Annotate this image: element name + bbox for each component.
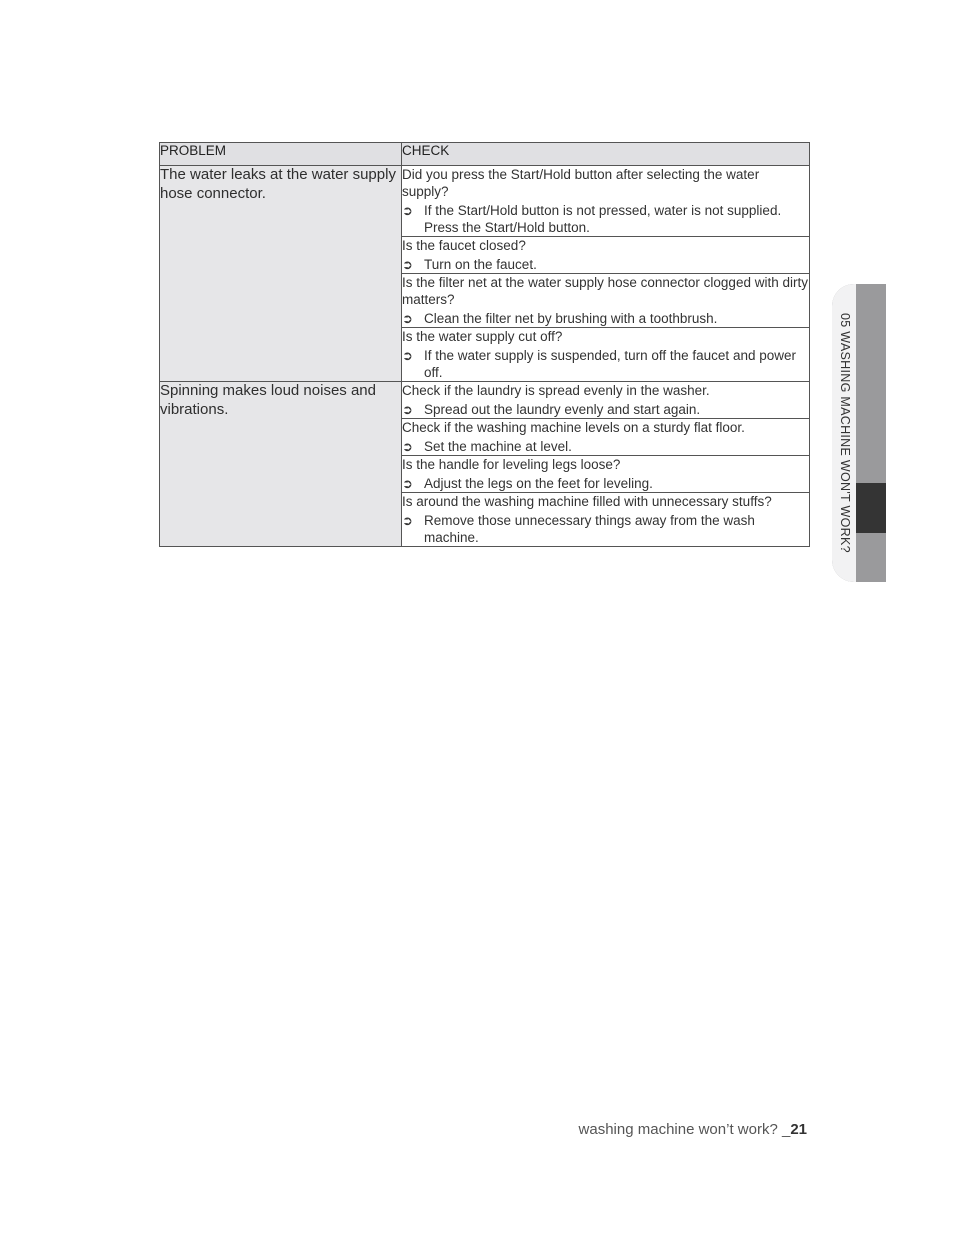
table-row <box>160 166 810 237</box>
check-cell <box>402 456 810 493</box>
header-problem: PROBLEM <box>160 143 402 166</box>
arrow-right-icon: ➲ <box>402 348 413 363</box>
page-footer <box>579 1121 807 1138</box>
check-question: Check if the washing machine levels on a sturdy flat floor. <box>402 420 745 435</box>
page-number: 21 <box>790 1121 807 1138</box>
arrow-right-icon: ➲ <box>402 402 413 417</box>
check-cell <box>402 419 810 456</box>
check-action <box>402 475 809 492</box>
problem-cell: Spinning makes loud noises and vibrations. <box>160 382 402 547</box>
check-action <box>402 202 809 236</box>
side-tab-marker <box>856 483 886 533</box>
check-cell <box>402 328 810 382</box>
check-question: Is the water supply cut off? <box>402 329 563 344</box>
arrow-right-icon: ➲ <box>402 311 413 326</box>
check-action-text: Turn on the faucet. <box>424 257 537 272</box>
check-cell <box>402 274 810 328</box>
check-cell <box>402 166 810 237</box>
problem-cell: The water leaks at the water supply hose connector. <box>160 166 402 382</box>
check-question: Is around the washing machine filled with unnecessary stuffs? <box>402 494 772 509</box>
check-action-text: Set the machine at level. <box>424 439 572 454</box>
check-action <box>402 438 809 455</box>
check-action-text: Spread out the laundry evenly and start again. <box>424 402 701 417</box>
arrow-right-icon: ➲ <box>402 257 413 272</box>
arrow-right-icon: ➲ <box>402 203 413 218</box>
check-question: Check if the laundry is spread evenly in the washer. <box>402 383 710 398</box>
arrow-right-icon: ➲ <box>402 476 413 491</box>
side-tab-label: 05 WASHING MACHINE WON'T WORK? <box>838 313 852 553</box>
check-question: Did you press the Start/Hold button after selecting the water supply? <box>402 167 760 199</box>
check-action <box>402 256 809 273</box>
arrow-right-icon: ➲ <box>402 513 413 528</box>
chapter-side-tab <box>832 284 886 582</box>
check-question: Is the filter net at the water supply hose connector clogged with dirty matters? <box>402 275 808 307</box>
table-header-row <box>160 143 810 166</box>
check-question: Is the faucet closed? <box>402 238 526 253</box>
header-check: CHECK <box>402 143 810 166</box>
check-action <box>402 512 809 546</box>
check-cell <box>402 382 810 419</box>
check-action <box>402 310 809 327</box>
arrow-right-icon: ➲ <box>402 439 413 454</box>
check-question: Is the handle for leveling legs loose? <box>402 457 621 472</box>
check-action-text: Clean the filter net by brushing with a toothbrush. <box>424 311 718 326</box>
check-action <box>402 401 809 418</box>
check-action <box>402 347 809 381</box>
check-cell <box>402 493 810 547</box>
troubleshooting-table <box>159 142 810 547</box>
check-action-text: If the water supply is suspended, turn off the faucet and power off. <box>424 348 796 380</box>
check-action-text: Remove those unnecessary things away from the wash machine. <box>424 513 755 545</box>
check-cell <box>402 237 810 274</box>
table-row <box>160 382 810 419</box>
check-action-text: Adjust the legs on the feet for leveling. <box>424 476 653 491</box>
footer-text: washing machine won’t work? _ <box>578 1121 791 1138</box>
check-action-text: If the Start/Hold button is not pressed, water is not supplied. Press the Start/Hold button. <box>424 203 782 235</box>
